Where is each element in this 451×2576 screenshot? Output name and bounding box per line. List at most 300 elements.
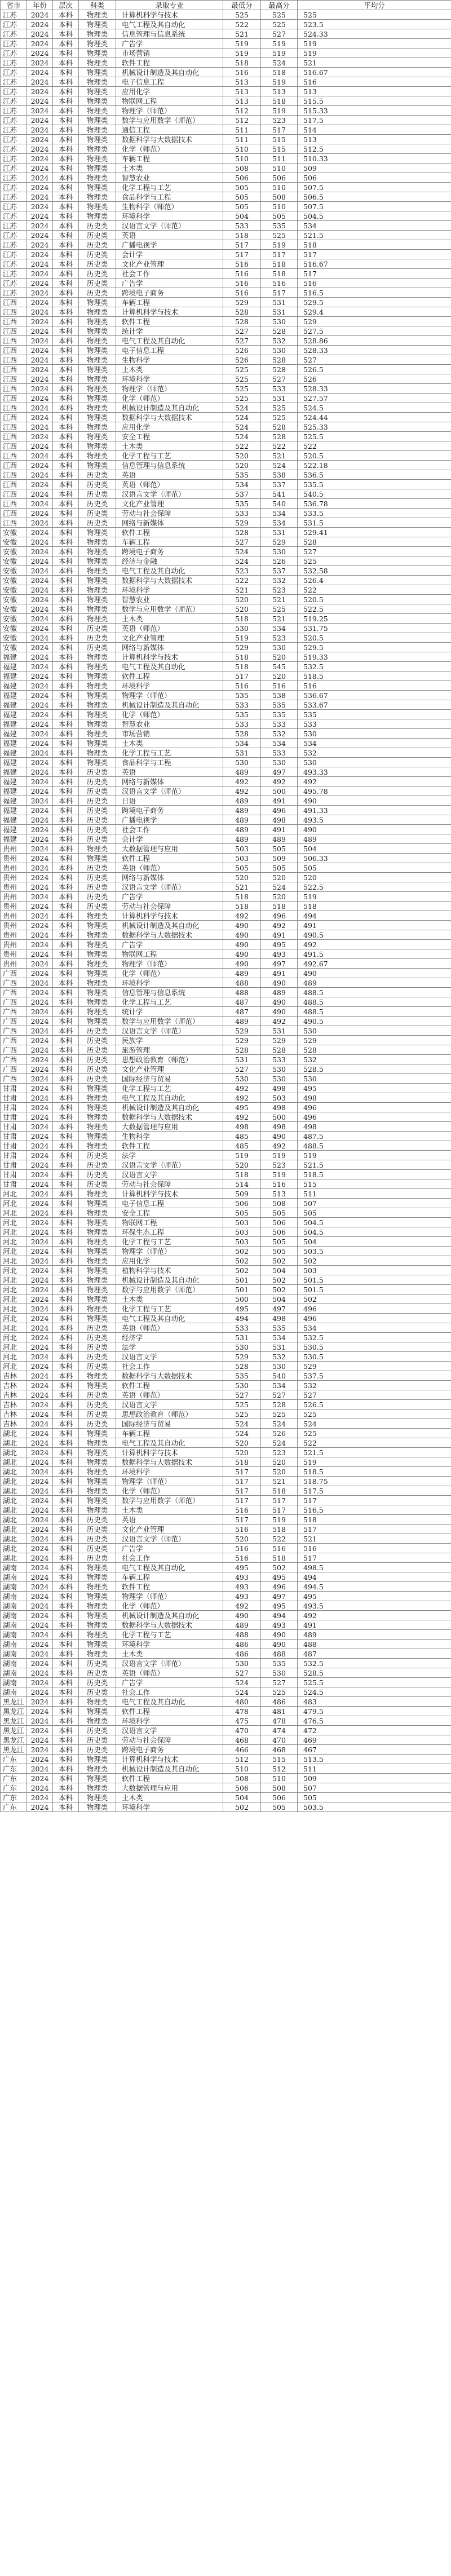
- cell-subject: 物理类: [79, 1774, 116, 1783]
- cell-major: 计算机科学与技术: [116, 911, 223, 921]
- cell-max-score: 541: [261, 489, 298, 499]
- cell-subject: 物理类: [79, 1381, 116, 1390]
- cell-avg-score: 512.5: [298, 144, 451, 154]
- cell-province: 广西: [1, 1055, 27, 1064]
- table-row: [1, 997, 451, 1007]
- cell-level: 本科: [53, 413, 79, 422]
- cell-province: 黑龙江: [1, 1697, 27, 1707]
- cell-max-score: 490: [261, 1630, 298, 1640]
- cell-max-score: 520: [261, 892, 298, 902]
- cell-subject: 物理类: [79, 1582, 116, 1592]
- cell-major: 汉语言文学（师范）: [116, 489, 223, 499]
- cell-level: 本科: [53, 1601, 79, 1611]
- cell-year: 2024: [27, 1477, 53, 1486]
- cell-avg-score: 506.33: [298, 854, 451, 863]
- cell-avg-score: 492: [298, 777, 451, 787]
- cell-level: 本科: [53, 815, 79, 825]
- cell-subject: 历史类: [79, 815, 116, 825]
- cell-avg-score: 520.5: [298, 595, 451, 604]
- cell-avg-score: 494: [298, 911, 451, 921]
- cell-year: 2024: [27, 978, 53, 988]
- cell-avg-score: 521.5: [298, 1160, 451, 1170]
- cell-min-score: 517: [223, 1477, 261, 1486]
- cell-min-score: 475: [223, 1716, 261, 1726]
- cell-province: 广西: [1, 997, 27, 1007]
- cell-max-score: 505: [261, 1208, 298, 1218]
- cell-min-score: 468: [223, 1735, 261, 1745]
- cell-level: 本科: [53, 1132, 79, 1141]
- table-row: [1, 259, 451, 269]
- cell-major: 化学（师范）: [116, 394, 223, 403]
- cell-min-score: 526: [223, 346, 261, 355]
- cell-level: 本科: [53, 480, 79, 489]
- cell-year: 2024: [27, 1247, 53, 1256]
- cell-avg-score: 527: [298, 355, 451, 365]
- header-row: [1, 1, 451, 10]
- cell-major: 计算机科学与技术: [116, 1755, 223, 1764]
- cell-year: 2024: [27, 796, 53, 806]
- cell-min-score: 531: [223, 1055, 261, 1064]
- cell-province: 贵州: [1, 959, 27, 969]
- cell-avg-score: 469: [298, 1735, 451, 1745]
- cell-province: 吉林: [1, 1400, 27, 1409]
- cell-subject: 历史类: [79, 806, 116, 815]
- cell-province: 安徽: [1, 585, 27, 595]
- cell-province: 江西: [1, 307, 27, 317]
- table-row: [1, 1793, 451, 1802]
- cell-max-score: 534: [261, 1333, 298, 1342]
- cell-level: 本科: [53, 1323, 79, 1333]
- cell-min-score: 509: [223, 1189, 261, 1199]
- cell-level: 本科: [53, 902, 79, 911]
- cell-max-score: 502: [261, 1256, 298, 1266]
- cell-province: 广东: [1, 1793, 27, 1802]
- cell-year: 2024: [27, 250, 53, 259]
- cell-avg-score: 503.5: [298, 1802, 451, 1812]
- cell-year: 2024: [27, 758, 53, 767]
- cell-subject: 历史类: [79, 796, 116, 806]
- cell-avg-score: 521: [298, 58, 451, 68]
- cell-year: 2024: [27, 269, 53, 279]
- cell-major: 环境科学: [116, 585, 223, 595]
- cell-province: 福建: [1, 700, 27, 710]
- table-row: [1, 29, 451, 39]
- cell-min-score: 490: [223, 949, 261, 959]
- cell-avg-score: 501.5: [298, 1285, 451, 1294]
- cell-province: 湖南: [1, 1592, 27, 1601]
- cell-province: 江苏: [1, 106, 27, 116]
- cell-avg-score: 513: [298, 135, 451, 144]
- cell-min-score: 533: [223, 509, 261, 518]
- cell-year: 2024: [27, 700, 53, 710]
- cell-year: 2024: [27, 355, 53, 365]
- cell-max-score: 518: [261, 1553, 298, 1563]
- cell-year: 2024: [27, 1017, 53, 1026]
- cell-avg-score: 488: [298, 1640, 451, 1649]
- cell-subject: 物理类: [79, 566, 116, 576]
- cell-subject: 历史类: [79, 1390, 116, 1400]
- cell-subject: 物理类: [79, 997, 116, 1007]
- cell-major: 汉语言文学（师范）: [116, 787, 223, 796]
- cell-max-score: 535: [261, 221, 298, 231]
- cell-major: 环境科学: [116, 1467, 223, 1477]
- table-row: [1, 1802, 451, 1812]
- cell-max-score: 505: [261, 1802, 298, 1812]
- cell-year: 2024: [27, 911, 53, 921]
- cell-max-score: 531: [261, 1342, 298, 1352]
- cell-subject: 物理类: [79, 1448, 116, 1457]
- cell-subject: 历史类: [79, 643, 116, 652]
- cell-major: 数学与应用数学（师范）: [116, 116, 223, 125]
- cell-year: 2024: [27, 10, 53, 20]
- table-row: [1, 48, 451, 58]
- cell-year: 2024: [27, 1390, 53, 1400]
- cell-major: 通信工程: [116, 125, 223, 135]
- cell-level: 本科: [53, 1697, 79, 1707]
- cell-max-score: 535: [261, 700, 298, 710]
- cell-province: 黑龙江: [1, 1735, 27, 1745]
- cell-major: 数学与应用数学（师范）: [116, 604, 223, 614]
- cell-province: 江西: [1, 298, 27, 307]
- cell-level: 本科: [53, 10, 79, 20]
- cell-subject: 物理类: [79, 1275, 116, 1285]
- cell-major: 化学（师范）: [116, 1601, 223, 1611]
- cell-avg-score: 496: [298, 1103, 451, 1112]
- table-row: [1, 269, 451, 279]
- cell-major: 车辆工程: [116, 1572, 223, 1582]
- cell-min-score: 522: [223, 20, 261, 29]
- cell-max-score: 510: [261, 202, 298, 211]
- cell-subject: 历史类: [79, 902, 116, 911]
- cell-level: 本科: [53, 671, 79, 681]
- cell-level: 本科: [53, 662, 79, 671]
- table-row: [1, 1477, 451, 1486]
- cell-max-score: 490: [261, 978, 298, 988]
- cell-level: 本科: [53, 1611, 79, 1620]
- table-row: [1, 1294, 451, 1304]
- cell-year: 2024: [27, 461, 53, 470]
- table-row: [1, 1227, 451, 1237]
- cell-max-score: 526: [261, 556, 298, 566]
- table-row: [1, 1237, 451, 1247]
- cell-province: 广西: [1, 978, 27, 988]
- cell-avg-score: 532.58: [298, 566, 451, 576]
- cell-level: 本科: [53, 87, 79, 96]
- cell-max-score: 495: [261, 1601, 298, 1611]
- cell-avg-score: 529.41: [298, 528, 451, 537]
- cell-province: 广西: [1, 1026, 27, 1036]
- table-row: [1, 68, 451, 77]
- cell-level: 本科: [53, 556, 79, 566]
- cell-avg-score: 526: [298, 374, 451, 384]
- cell-province: 福建: [1, 767, 27, 777]
- cell-avg-score: 507.5: [298, 183, 451, 192]
- cell-province: 福建: [1, 681, 27, 691]
- cell-max-score: 523: [261, 116, 298, 125]
- cell-min-score: 528: [223, 1045, 261, 1055]
- cell-province: 广西: [1, 1045, 27, 1055]
- cell-subject: 物理类: [79, 1017, 116, 1026]
- cell-avg-score: 532: [298, 1381, 451, 1390]
- cell-major: 跨境电子商务: [116, 1745, 223, 1755]
- cell-max-score: 525: [261, 20, 298, 29]
- cell-avg-score: 525: [298, 556, 451, 566]
- cell-min-score: 501: [223, 1285, 261, 1294]
- cell-min-score: 510: [223, 154, 261, 164]
- cell-year: 2024: [27, 1160, 53, 1170]
- cell-major: 英语（师范）: [116, 863, 223, 873]
- cell-year: 2024: [27, 1419, 53, 1429]
- cell-province: 福建: [1, 652, 27, 662]
- cell-min-score: 506: [223, 1783, 261, 1793]
- cell-level: 本科: [53, 355, 79, 365]
- cell-subject: 历史类: [79, 892, 116, 902]
- cell-min-score: 526: [223, 355, 261, 365]
- cell-province: 甘肃: [1, 1179, 27, 1189]
- cell-province: 广西: [1, 1017, 27, 1026]
- cell-min-score: 534: [223, 739, 261, 748]
- cell-subject: 历史类: [79, 787, 116, 796]
- cell-level: 本科: [53, 911, 79, 921]
- header-min-score: 最低分: [223, 1, 261, 10]
- cell-subject: 物理类: [79, 1093, 116, 1103]
- cell-max-score: 527: [261, 374, 298, 384]
- cell-major: 思想政治教育（师范）: [116, 1409, 223, 1419]
- cell-major: 英语（师范）: [116, 480, 223, 489]
- cell-level: 本科: [53, 969, 79, 978]
- cell-year: 2024: [27, 1755, 53, 1764]
- table-row: [1, 1285, 451, 1294]
- cell-max-score: 502: [261, 1285, 298, 1294]
- table-row: [1, 461, 451, 470]
- cell-province: 甘肃: [1, 1122, 27, 1132]
- cell-level: 本科: [53, 317, 79, 326]
- table-row: [1, 777, 451, 787]
- cell-min-score: 517: [223, 250, 261, 259]
- cell-year: 2024: [27, 1333, 53, 1342]
- cell-year: 2024: [27, 1323, 53, 1333]
- cell-max-score: 530: [261, 346, 298, 355]
- cell-year: 2024: [27, 576, 53, 585]
- cell-subject: 物理类: [79, 1247, 116, 1256]
- table-row: [1, 1525, 451, 1534]
- cell-province: 贵州: [1, 873, 27, 882]
- cell-subject: 物理类: [79, 1189, 116, 1199]
- cell-max-score: 525: [261, 403, 298, 413]
- cell-min-score: 492: [223, 777, 261, 787]
- table-row: [1, 1601, 451, 1611]
- cell-avg-score: 488.5: [298, 997, 451, 1007]
- cell-level: 本科: [53, 1074, 79, 1084]
- cell-level: 本科: [53, 1189, 79, 1199]
- cell-max-score: 520: [261, 1457, 298, 1467]
- table-row: [1, 413, 451, 422]
- cell-subject: 物理类: [79, 1084, 116, 1093]
- cell-avg-score: 537.5: [298, 1371, 451, 1381]
- cell-level: 本科: [53, 183, 79, 192]
- cell-min-score: 529: [223, 1352, 261, 1362]
- cell-avg-score: 511: [298, 1189, 451, 1199]
- table-row: [1, 96, 451, 106]
- table-row: [1, 959, 451, 969]
- cell-max-score: 524: [261, 58, 298, 68]
- cell-province: 江苏: [1, 279, 27, 288]
- cell-province: 湖南: [1, 1572, 27, 1582]
- cell-avg-score: 525.33: [298, 422, 451, 432]
- cell-province: 湖北: [1, 1505, 27, 1515]
- cell-avg-score: 490.5: [298, 930, 451, 940]
- cell-subject: 物理类: [79, 537, 116, 547]
- cell-level: 本科: [53, 1745, 79, 1755]
- cell-major: 土木类: [116, 1649, 223, 1659]
- cell-province: 贵州: [1, 949, 27, 959]
- cell-min-score: 495: [223, 1304, 261, 1314]
- cell-year: 2024: [27, 1764, 53, 1774]
- table-row: [1, 921, 451, 930]
- cell-min-score: 485: [223, 1132, 261, 1141]
- cell-subject: 物理类: [79, 691, 116, 700]
- table-row: [1, 1678, 451, 1687]
- cell-province: 江苏: [1, 192, 27, 202]
- table-row: [1, 164, 451, 173]
- table-row: [1, 825, 451, 834]
- cell-level: 本科: [53, 1783, 79, 1793]
- cell-year: 2024: [27, 1409, 53, 1419]
- cell-subject: 物理类: [79, 1592, 116, 1601]
- cell-max-score: 525: [261, 413, 298, 422]
- cell-max-score: 527: [261, 1678, 298, 1687]
- cell-year: 2024: [27, 470, 53, 480]
- cell-level: 本科: [53, 374, 79, 384]
- cell-avg-score: 515.33: [298, 106, 451, 116]
- cell-avg-score: 519.33: [298, 652, 451, 662]
- cell-max-score: 524: [261, 1438, 298, 1448]
- cell-level: 本科: [53, 403, 79, 413]
- cell-min-score: 505: [223, 1208, 261, 1218]
- cell-min-score: 516: [223, 68, 261, 77]
- table-row: [1, 183, 451, 192]
- table-row: [1, 1371, 451, 1381]
- cell-province: 河北: [1, 1275, 27, 1285]
- cell-max-score: 533: [261, 384, 298, 394]
- table-row: [1, 192, 451, 202]
- cell-major: 汉语言文学（师范）: [116, 882, 223, 892]
- cell-year: 2024: [27, 940, 53, 949]
- cell-major: 国际经济与贸易: [116, 1074, 223, 1084]
- cell-province: 广西: [1, 1036, 27, 1045]
- cell-major: 跨境电子商务: [116, 547, 223, 556]
- cell-year: 2024: [27, 451, 53, 461]
- cell-avg-score: 493.5: [298, 1601, 451, 1611]
- cell-min-score: 535: [223, 710, 261, 719]
- cell-major: 英语（师范）: [116, 1668, 223, 1678]
- cell-min-score: 528: [223, 528, 261, 537]
- cell-max-score: 524: [261, 882, 298, 892]
- cell-major: 电气工程及其自动化: [116, 336, 223, 346]
- cell-major: 化学工程与工艺: [116, 1237, 223, 1247]
- cell-subject: 物理类: [79, 58, 116, 68]
- cell-level: 本科: [53, 211, 79, 221]
- cell-subject: 历史类: [79, 825, 116, 834]
- cell-province: 湖南: [1, 1640, 27, 1649]
- cell-year: 2024: [27, 96, 53, 106]
- cell-avg-score: 488.5: [298, 988, 451, 997]
- table-row: [1, 374, 451, 384]
- cell-province: 河北: [1, 1247, 27, 1256]
- cell-year: 2024: [27, 1352, 53, 1362]
- cell-subject: 物理类: [79, 202, 116, 211]
- cell-province: 贵州: [1, 892, 27, 902]
- table-row: [1, 1333, 451, 1342]
- cell-year: 2024: [27, 68, 53, 77]
- table-row: [1, 1496, 451, 1505]
- cell-major: 社会工作: [116, 1553, 223, 1563]
- cell-province: 安徽: [1, 576, 27, 585]
- cell-max-score: 540: [261, 499, 298, 509]
- cell-year: 2024: [27, 834, 53, 844]
- cell-min-score: 520: [223, 1160, 261, 1170]
- cell-subject: 物理类: [79, 432, 116, 441]
- cell-level: 本科: [53, 1112, 79, 1122]
- cell-major: 英语: [116, 470, 223, 480]
- cell-year: 2024: [27, 825, 53, 834]
- cell-min-score: 492: [223, 911, 261, 921]
- cell-max-score: 520: [261, 873, 298, 882]
- table-row: [1, 1362, 451, 1371]
- cell-min-score: 503: [223, 854, 261, 863]
- cell-max-score: 497: [261, 1304, 298, 1314]
- table-row: [1, 1160, 451, 1170]
- cell-level: 本科: [53, 489, 79, 499]
- cell-min-score: 533: [223, 1323, 261, 1333]
- cell-max-score: 492: [261, 1017, 298, 1026]
- cell-max-score: 481: [261, 1707, 298, 1716]
- cell-subject: 物理类: [79, 1371, 116, 1381]
- cell-min-score: 516: [223, 279, 261, 288]
- cell-year: 2024: [27, 969, 53, 978]
- cell-year: 2024: [27, 183, 53, 192]
- cell-major: 环境科学: [116, 211, 223, 221]
- cell-min-score: 488: [223, 978, 261, 988]
- cell-min-score: 489: [223, 767, 261, 777]
- cell-year: 2024: [27, 58, 53, 68]
- cell-province: 吉林: [1, 1381, 27, 1390]
- cell-min-score: 524: [223, 1687, 261, 1697]
- table-row: [1, 317, 451, 326]
- cell-province: 广西: [1, 1007, 27, 1017]
- cell-major: 思想政治教育（师范）: [116, 1055, 223, 1064]
- cell-max-score: 545: [261, 662, 298, 671]
- cell-year: 2024: [27, 499, 53, 509]
- cell-max-score: 533: [261, 748, 298, 758]
- cell-subject: 历史类: [79, 1323, 116, 1333]
- cell-max-score: 530: [261, 1362, 298, 1371]
- cell-max-score: 498: [261, 1122, 298, 1132]
- cell-min-score: 516: [223, 269, 261, 279]
- cell-year: 2024: [27, 374, 53, 384]
- cell-avg-score: 504.5: [298, 1218, 451, 1227]
- table-row: [1, 154, 451, 164]
- cell-province: 江西: [1, 432, 27, 441]
- cell-major: 车辆工程: [116, 1429, 223, 1438]
- table-row: [1, 1448, 451, 1457]
- cell-subject: 物理类: [79, 1572, 116, 1582]
- cell-province: 江西: [1, 422, 27, 432]
- cell-year: 2024: [27, 116, 53, 125]
- cell-min-score: 490: [223, 1611, 261, 1620]
- cell-min-score: 505: [223, 202, 261, 211]
- cell-max-score: 512: [261, 1764, 298, 1774]
